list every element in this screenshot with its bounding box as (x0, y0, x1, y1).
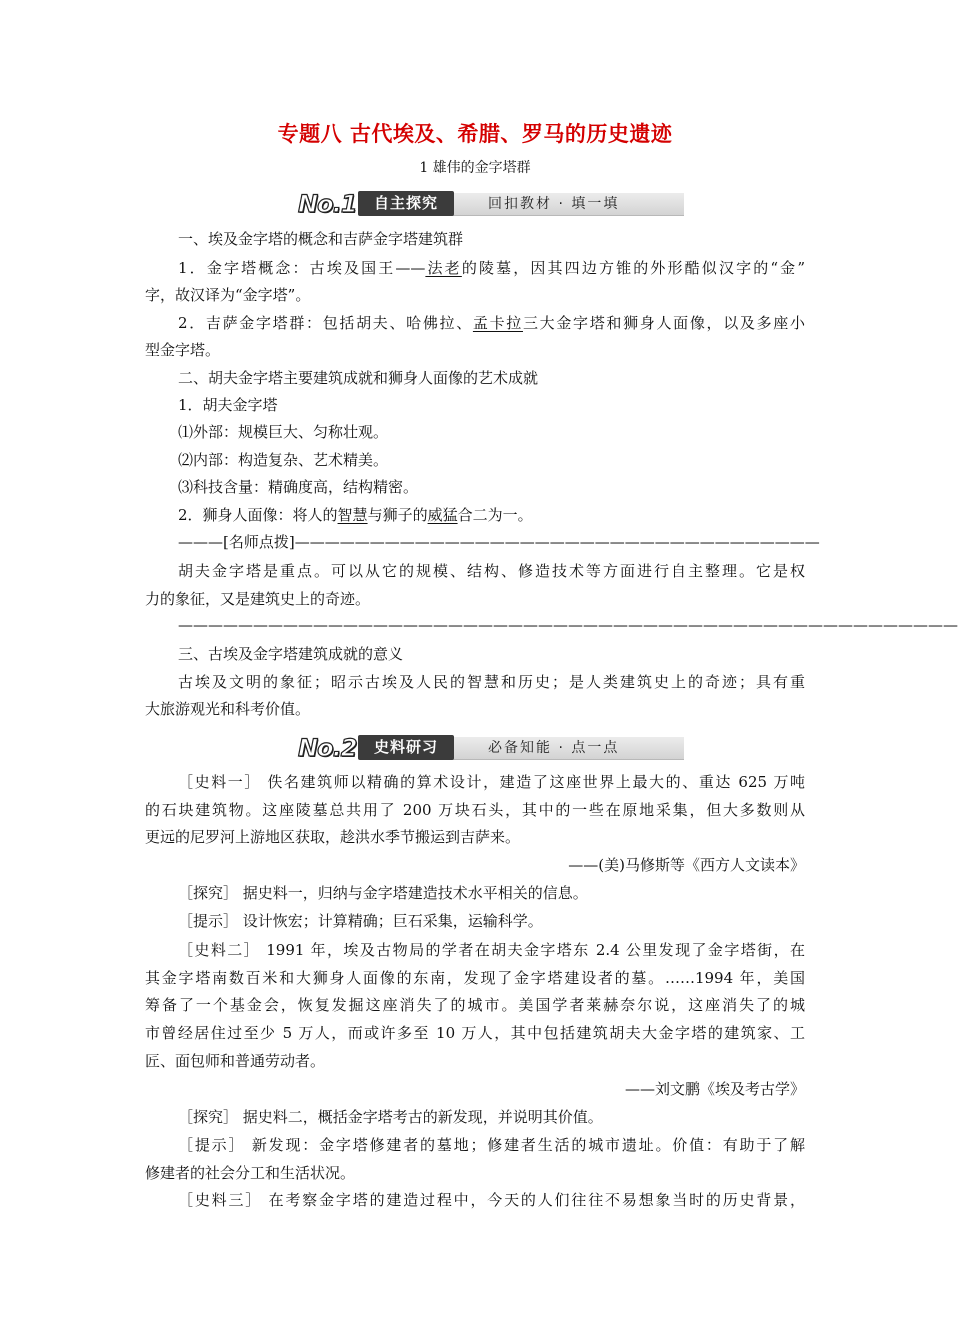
paragraph-line: 型金字塔。 (145, 341, 221, 359)
page-title: 专题八 古代埃及、希腊、罗马的历史遗迹 (277, 122, 673, 146)
section-banner-self-study (298, 189, 684, 219)
banner-tag: 史料研习 (358, 735, 454, 760)
fill-answer: 威猛 (427, 506, 458, 524)
source-material-line: 匠、面包师和普通劳动者。 (145, 1052, 326, 1070)
paragraph-line: 古埃及文明的象征；昭示古埃及人民的智慧和历史；是人类建筑史上的奇迹；具有重 (178, 673, 805, 691)
source-material-line: 的石块建筑物。这座陵墓总共用了 200 万块石头，其中的一些在原地采集，但大多数则从 (145, 801, 805, 819)
source-material-line: 市曾经居住过至少 5 万人，而或许多至 10 万人，其中包括建筑胡夫大金字塔的建筑家、工 (145, 1024, 805, 1042)
section-heading: 三、古埃及金字塔建筑成就的意义 (178, 645, 404, 663)
text-span: 2．狮身人面像：将人的 (178, 506, 338, 524)
fill-answer: 智慧 (337, 506, 368, 524)
list-item (178, 505, 805, 525)
list-item: 1．胡夫金字塔 (178, 396, 278, 414)
source-material-line: 其金字塔南数百米和大狮身人面像的东南，发现了金字塔建设者的墓。……1994 年，美国 (145, 969, 805, 987)
banner-number: No.1 (298, 190, 357, 218)
section-heading: 二、胡夫金字塔主要建筑成就和狮身人面像的艺术成就 (178, 369, 539, 387)
text-span: 的陵墓，因其四边方锥的外形酷似汉字的“金” (461, 259, 805, 277)
fill-answer: 孟卡拉 (472, 314, 523, 332)
inquiry-question: ［探究］ 据史料一，归纳与金字塔建造技术水平相关的信息。 (178, 884, 588, 902)
source-material-line: 筹备了一个基金会，恢复发掘这座消失了的城市。美国学者莱赫奈尔说，这座消失了的城 (145, 996, 805, 1014)
inquiry-question: ［探究］ 据史料二，概括金字塔考古的新发现，并说明其价值。 (178, 1108, 603, 1126)
source-material-line: ［史料一］ 佚名建筑师以精确的算术设计，建造了这座世界上最大的、重达 625 万吨 (178, 773, 805, 791)
section-banner-source-study (298, 733, 684, 763)
paragraph-line (178, 258, 805, 278)
fill-answer: 法老 (425, 259, 462, 277)
banner-slogan: 回扣教材 · 填一填 (488, 196, 620, 212)
source-material-line: ［史料二］ 1991 年，埃及古物局的学者在胡夫金字塔东 2.4 公里发现了金字塔街，在 (178, 941, 805, 959)
teacher-tip-label: ———[名师点拨]——————————————————————————————————— (178, 533, 820, 551)
banner-number: No.2 (298, 734, 357, 762)
source-citation: ——(美)马修斯等《西方人文读本》 (568, 856, 805, 874)
source-material-line: 更远的尼罗河上游地区获取，趁洪水季节搬运到吉萨来。 (145, 828, 521, 846)
list-item: ⑵内部：构造复杂、艺术精美。 (178, 451, 389, 469)
list-item: ⑴外部：规模巨大、匀称壮观。 (178, 423, 389, 441)
inquiry-hint: ［提示］ 新发现：金字塔修建者的墓地；修建者生活的城市遗址。价值：有助于了解 (178, 1136, 805, 1154)
lesson-subtitle: 1 雄伟的金字塔群 (419, 160, 531, 176)
paragraph-line (178, 313, 805, 333)
text-span: 三大金字塔和狮身人面像，以及多座小 (522, 314, 805, 332)
source-citation: ——刘文鹏《埃及考古学》 (624, 1080, 805, 1098)
list-item: ⑶科技含量：精确度高，结构精密。 (178, 478, 419, 496)
source-material-line: ［史料三］ 在考察金字塔的建造过程中，今天的人们往往不易想象当时的历史背景， (178, 1191, 805, 1209)
section-heading: 一、埃及金字塔的概念和吉萨金字塔建筑群 (178, 230, 464, 248)
inquiry-hint: ［提示］ 设计恢宏；计算精确；巨石采集，运输科学。 (178, 912, 543, 930)
teacher-tip-divider: ———————————————————————————————————————————————————— (178, 616, 958, 634)
banner-slogan: 必备知能 · 点一点 (488, 740, 620, 756)
text-span: 与狮子的 (367, 506, 428, 524)
text-span: 2．吉萨金字塔群：包括胡夫、哈佛拉、 (178, 314, 473, 332)
text-span: 1．金字塔概念：古埃及国王—— (178, 259, 426, 277)
banner-tag: 自主探究 (358, 191, 454, 216)
teacher-tip-text: 胡夫金字塔是重点。可以从它的规模、结构、修造技术等方面进行自主整理。它是权 (178, 562, 805, 580)
paragraph-line: 大旅游观光和科考价值。 (145, 700, 311, 718)
text-span: 合二为一。 (457, 506, 533, 524)
paragraph-line: 字，故汉译为“金字塔”。 (145, 286, 311, 304)
teacher-tip-text: 力的象征，又是建筑史上的奇迹。 (145, 590, 371, 608)
inquiry-hint: 修建者的社会分工和生活状况。 (145, 1164, 356, 1182)
